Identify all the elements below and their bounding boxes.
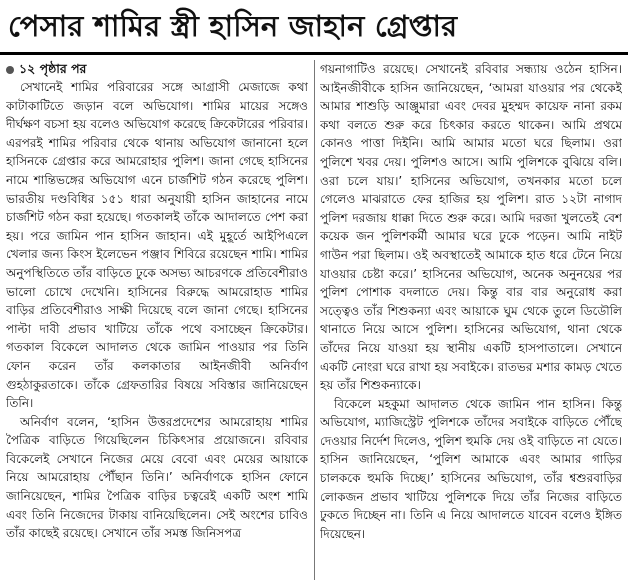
column-right: [320, 60, 622, 580]
headline: পেসার শামির স্ত্রী হাসিন জাহান গ্রেপ্তার: [8, 9, 458, 43]
column-divider: [314, 60, 315, 580]
article-body: [6, 60, 622, 580]
continuation-label: ১২ পৃষ্ঠার পর: [19, 61, 87, 76]
column-left: [6, 60, 308, 580]
paragraph: বিকেলে মহকুমা আদালত থেকে জামিন পান হাসিন। কিন্তু অভিযোগ, ম্যাজিস্ট্রেট পুলিশকে তাঁদের সবাইকে বাড়িতে পৌঁছে দেওয়ার নির্দেশ দিলেও, পুলিশ হুমকি দেয় ওই বাড়িতে না যেতে। হাসিন জানিয়েছেন, ‘পুলিশ আমাকে এবং আমার গাড়ির চালককে হুমকি দিচ্ছে।’ হাসিনের অভিযোগ, তাঁর শ্বশুরবাড়ির লোকজন প্রভাব খাটিয়ে পুলিশকে দিয়ে তাঁর নিজের বাড়িতে ঢুকতে দিচ্ছেন না। তিনি এ নিয়ে আদালতে যাবেন বলেও ইঙ্গিত দিয়েছেন।: [320, 396, 622, 541]
paragraph: অনির্বাণ বলেন, ‘হাসিন উত্তরপ্রদেশের আমরোহায় শামির পৈত্রিক বাড়িতে গিয়েছিলেন চিকিৎসার প্রয়োজনে। রবিবার বিকেলেই সেখানে নিজের মেয়ে বেবো এবং মেয়ের আয়াকে নিয়ে আমরোহায় পৌঁছান তিনি।’ অনির্বাণকে হাসিন ফোনে জানিয়েছেন, শামির পৈত্রিক বাড়ির চত্বরেই একটি অংশ শামি এবং তিনি নিজেদের টাকায় বানিয়েছিলেন। সেই অংশের চাবিও তাঁর কাছেই রয়েছে। সেখানে তাঁর সমস্ত জিনিসপত্র: [6, 414, 308, 541]
headline-rule: [0, 52, 628, 55]
paragraph: সেখানেই শামির পরিবারের সঙ্গে আগ্রাসী মেজাজে কথা কাটাকাটিতে জড়ান বলে অভিযোগ। শামির মায়ের সঙ্গেও দীর্ঘক্ষণ বচসা হয় বলেও অভিযোগ করেছে ক্রিকেটারের পরিবার। এরপরই শামির পরিবার থেকে থানায় অভিযোগ জানানো হলে হাসিনকে গ্রেপ্তার করে আমরোহার পুলিশ। জানা গেছে হাসিনের নামে শান্তিভঙ্গের অভিযোগ এনে চার্জশিট গঠন করেছে পুলিশ। ভারতীয় দণ্ডবিধির ১৫১ ধারা অনুযায়ী হাসিন জাহানের নামে চার্জশিট গঠন করা হয়েছে। গতকালই তাঁকে আদালতে পেশ করা হয়। পরে জামিন পান হাসিন জাহান। এই মুহূর্তে আইপিএলে খেলার জন্য কিংস ইলেভেন পঞ্জাব শিবিরে রয়েছেন শামি। শামির অনুপস্থিতিতে তাঁর বাড়িতে ঢুকে অসভ্য আচরণকে প্রতিবেশীরাও ভালো চোখে দেখেনি। হাসিনের বিরুদ্ধে আমরোহাড শামির বাড়ির প্রতিবেশীরাও সাক্ষী দিয়েছে বলে জানা গেছে। হাসিনের পাল্টা দাবী প্রভাব খাটিয়ে তাঁকে পথে বসাচ্ছেন ক্রিকেটার। গতকাল বিকেলে আদালত থেকে জামিন পাওয়ার পর তিনি ফোন করেন তাঁর কলকাতার আইনজীবী অনির্বাণ গুহঠাকুরতাকে। তাঁকে গ্রেফতারির বিষয়ে সবিস্তার জানিয়েছেন তিনি।: [6, 80, 308, 411]
paragraph: গয়নাগাটিও রয়েছে। সেখানেই রবিবার সন্ধ্যায় ওঠেন হাসিন। আইনজীবীকে হাসিন জানিয়েছেন, ‘আমরা যাওয়ার পর থেকেই আমার শাশুড়ি আঞ্জুমারা এবং দেবর মুহম্মদ কায়েফ নানা রকম কথা বলতে শুরু করে চিৎকার করতে থাকেন। আমি প্রথমে কোনও পাত্তা দিইনি। আমি আমার মতো ঘরে ছিলাম। ওরা পুলিশে খবর দেয়। পুলিশও আসে। আমি পুলিশকে বুঝিয়ে বলি। ওরা চলে যায়।’ হাসিনের অভিযোগ, তখনকার মতো চলে গেলেও মাঝরাতে ফের হাজির হয় পুলিশ। রাত ১২টা নাগাদ পুলিশ দরজায় ধাক্কা দিতে শুরু করে। আমি দরজা খুলতেই বেশ কয়েক জন পুলিশকর্মী আমার ঘরে ঢুকে পড়েন। আমি নাইট গাউন পরা ছিলাম। ওই অবস্থাতেই আমাকে হাত ধরে টেনে নিয়ে যাওয়ার চেষ্টা করে।’ হাসিনের অভিযোগ, অনেক অনুনয়ের পর পুলিশ পোশাক বদলাতে দেয়। কিন্তু বার বার অনুরোধ করা সত্ত্বেও তাঁর শিশুকন্যা এবং আয়াকে ঘুম থেকে তুলে ডিডৌলি থানাতে নিয়ে আসে পুলিশ। হাসিনের অভিযোগ, থানা থেকে তাঁদের নিয়ে যাওয়া হয় স্থানীয় একটি হাসপাতালে। সেখানে একটি নোংরা ঘরে রাখা হয় সবাইকে। রাতভর মশার কামড় খেতে হয় তাঁর শিশুকন্যাকে।: [320, 62, 622, 393]
continuation-line: [6, 60, 308, 77]
bullet-icon: [6, 66, 14, 74]
